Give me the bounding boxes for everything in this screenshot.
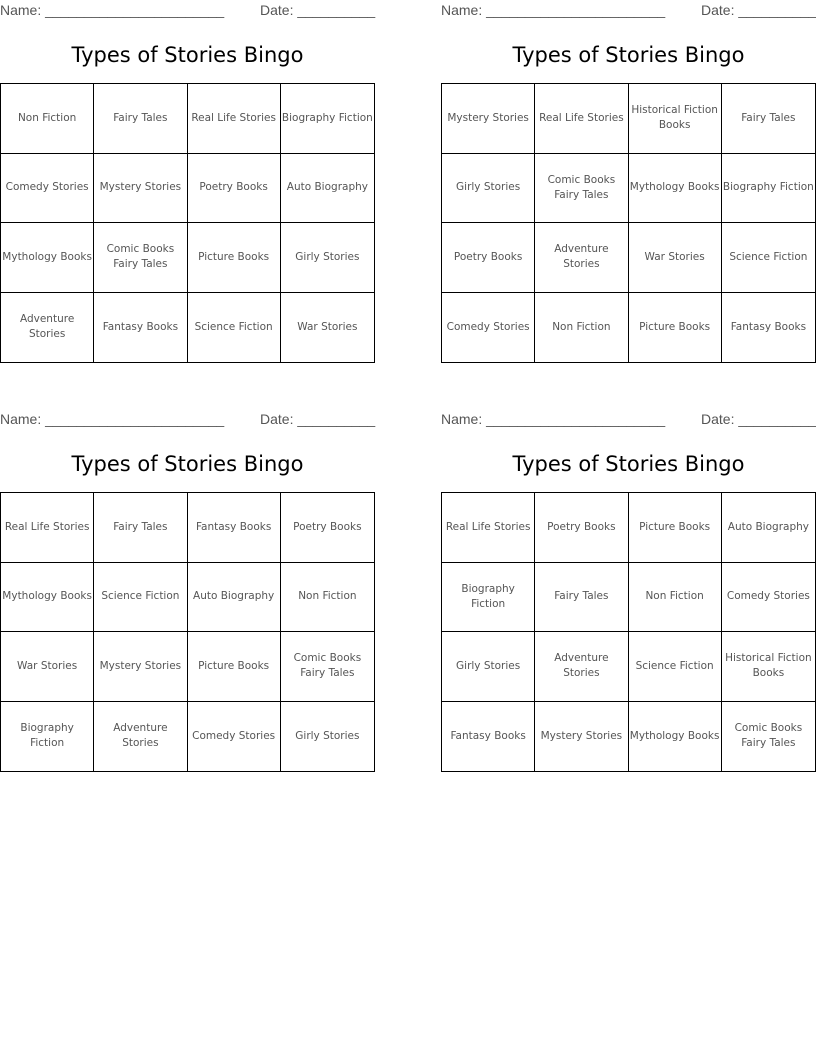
bingo-cell: Mythology Books [1,563,94,633]
bingo-cell: Fairy Tales [94,493,187,563]
bingo-cell: Comedy Stories [722,563,815,633]
bingo-cell: Comic Books Fairy Tales [535,154,628,224]
bingo-cell: Girly Stories [295,729,360,742]
info-line [441,2,816,20]
bingo-cell: Poetry Books [188,154,281,224]
bingo-cell: Girly Stories [281,223,374,293]
bingo-cell: Adventure Stories [1,293,94,363]
bingo-cell: Poetry Books [535,493,628,563]
bingo-cell: Science Fiction [629,632,722,702]
bingo-cell: Fantasy Books [442,702,535,772]
bingo-cell: Girly Stories [442,154,535,224]
bingo-cell: Mystery Stories [442,84,535,154]
bingo-cell: Real Life Stories [535,84,628,154]
bingo-cell: Poetry Books [281,493,374,563]
bingo-cell: Non Fiction [1,84,94,154]
bingo-cell: Picture Books [629,293,722,363]
bingo-cell: Picture Books [629,493,722,563]
bingo-cell: Real Life Stories [442,493,535,563]
bingo-cell: Picture Books [188,223,281,293]
bingo-cell: Poetry Books [442,223,535,293]
bingo-cell: War Stories [1,632,94,702]
name-field: Name: _______________________ [441,2,666,18]
bingo-cell: Mythology Books [629,702,722,772]
bingo-cell: War Stories [297,320,358,333]
bingo-cell: Real Life Stories [1,493,94,563]
bingo-cell: Mystery Stories [94,154,187,224]
bingo-cell: War Stories [629,223,722,293]
bingo-cell: Historical Fiction Books [722,632,815,702]
card-title: Types of Stories Bingo [71,452,304,476]
bingo-cell: Picture Books [188,632,281,702]
bingo-cell: Fantasy Books [188,493,281,563]
bingo-cell: Adventure Stories [94,702,187,772]
bingo-cell: Mythology Books [1,223,94,293]
bingo-cell: Auto Biography [722,493,815,563]
date-field: Date: __________ [260,2,376,18]
bingo-cell: Comic Books Fairy Tales [281,632,374,702]
bingo-cell: Comedy Stories [1,154,94,224]
info-line [441,411,816,429]
bingo-cell: Biography Fiction [281,84,374,154]
card-title: Types of Stories Bingo [71,43,304,67]
bingo-cell: Mystery Stories [535,702,628,772]
bingo-cell: Non Fiction [281,563,374,633]
bingo-card-2 [441,0,816,365]
bingo-cell: Mystery Stories [94,632,187,702]
bingo-card-1 [0,0,375,365]
bingo-cell: Comic Books Fairy Tales [94,223,187,293]
name-field: Name: _______________________ [0,411,225,427]
bingo-cell: Fantasy Books [730,320,807,333]
bingo-cell: Non Fiction [535,293,628,363]
card-title: Types of Stories Bingo [512,43,745,67]
bingo-cell: Comedy Stories [188,702,281,772]
bingo-cell: Auto Biography [281,154,374,224]
date-field: Date: __________ [701,2,816,18]
bingo-cell: Fantasy Books [94,293,187,363]
bingo-cell: Biography Fiction [1,702,94,772]
bingo-cell: Historical Fiction Books [629,84,722,154]
bingo-grid [441,492,816,772]
info-line [0,411,376,429]
bingo-cell: Comic Books Fairy Tales [734,722,803,750]
bingo-grid [0,83,375,363]
bingo-cell: Fairy Tales [535,563,628,633]
bingo-cell: Adventure Stories [535,223,628,293]
bingo-cell: Fairy Tales [722,84,815,154]
bingo-card-3 [0,409,375,774]
bingo-cell: Science Fiction [94,563,187,633]
bingo-cell: Non Fiction [629,563,722,633]
name-field: Name: _______________________ [0,2,225,18]
date-field: Date: __________ [701,411,816,427]
bingo-cell: Adventure Stories [535,632,628,702]
bingo-cell: Science Fiction [188,293,281,363]
bingo-grid [441,83,816,363]
bingo-card-4 [441,409,816,774]
info-line [0,2,376,20]
name-field: Name: _______________________ [441,411,666,427]
bingo-cell: Auto Biography [188,563,281,633]
bingo-grid [0,492,375,772]
bingo-cell: Biography Fiction [442,563,535,633]
bingo-cell: Fairy Tales [94,84,187,154]
bingo-cell: Real Life Stories [188,84,281,154]
bingo-cell: Girly Stories [442,632,535,702]
bingo-cell: Mythology Books [629,154,722,224]
bingo-cell: Comedy Stories [442,293,535,363]
card-title: Types of Stories Bingo [512,452,745,476]
date-field: Date: __________ [260,411,376,427]
bingo-cell: Biography Fiction [722,154,815,224]
bingo-cell: Science Fiction [722,223,815,293]
